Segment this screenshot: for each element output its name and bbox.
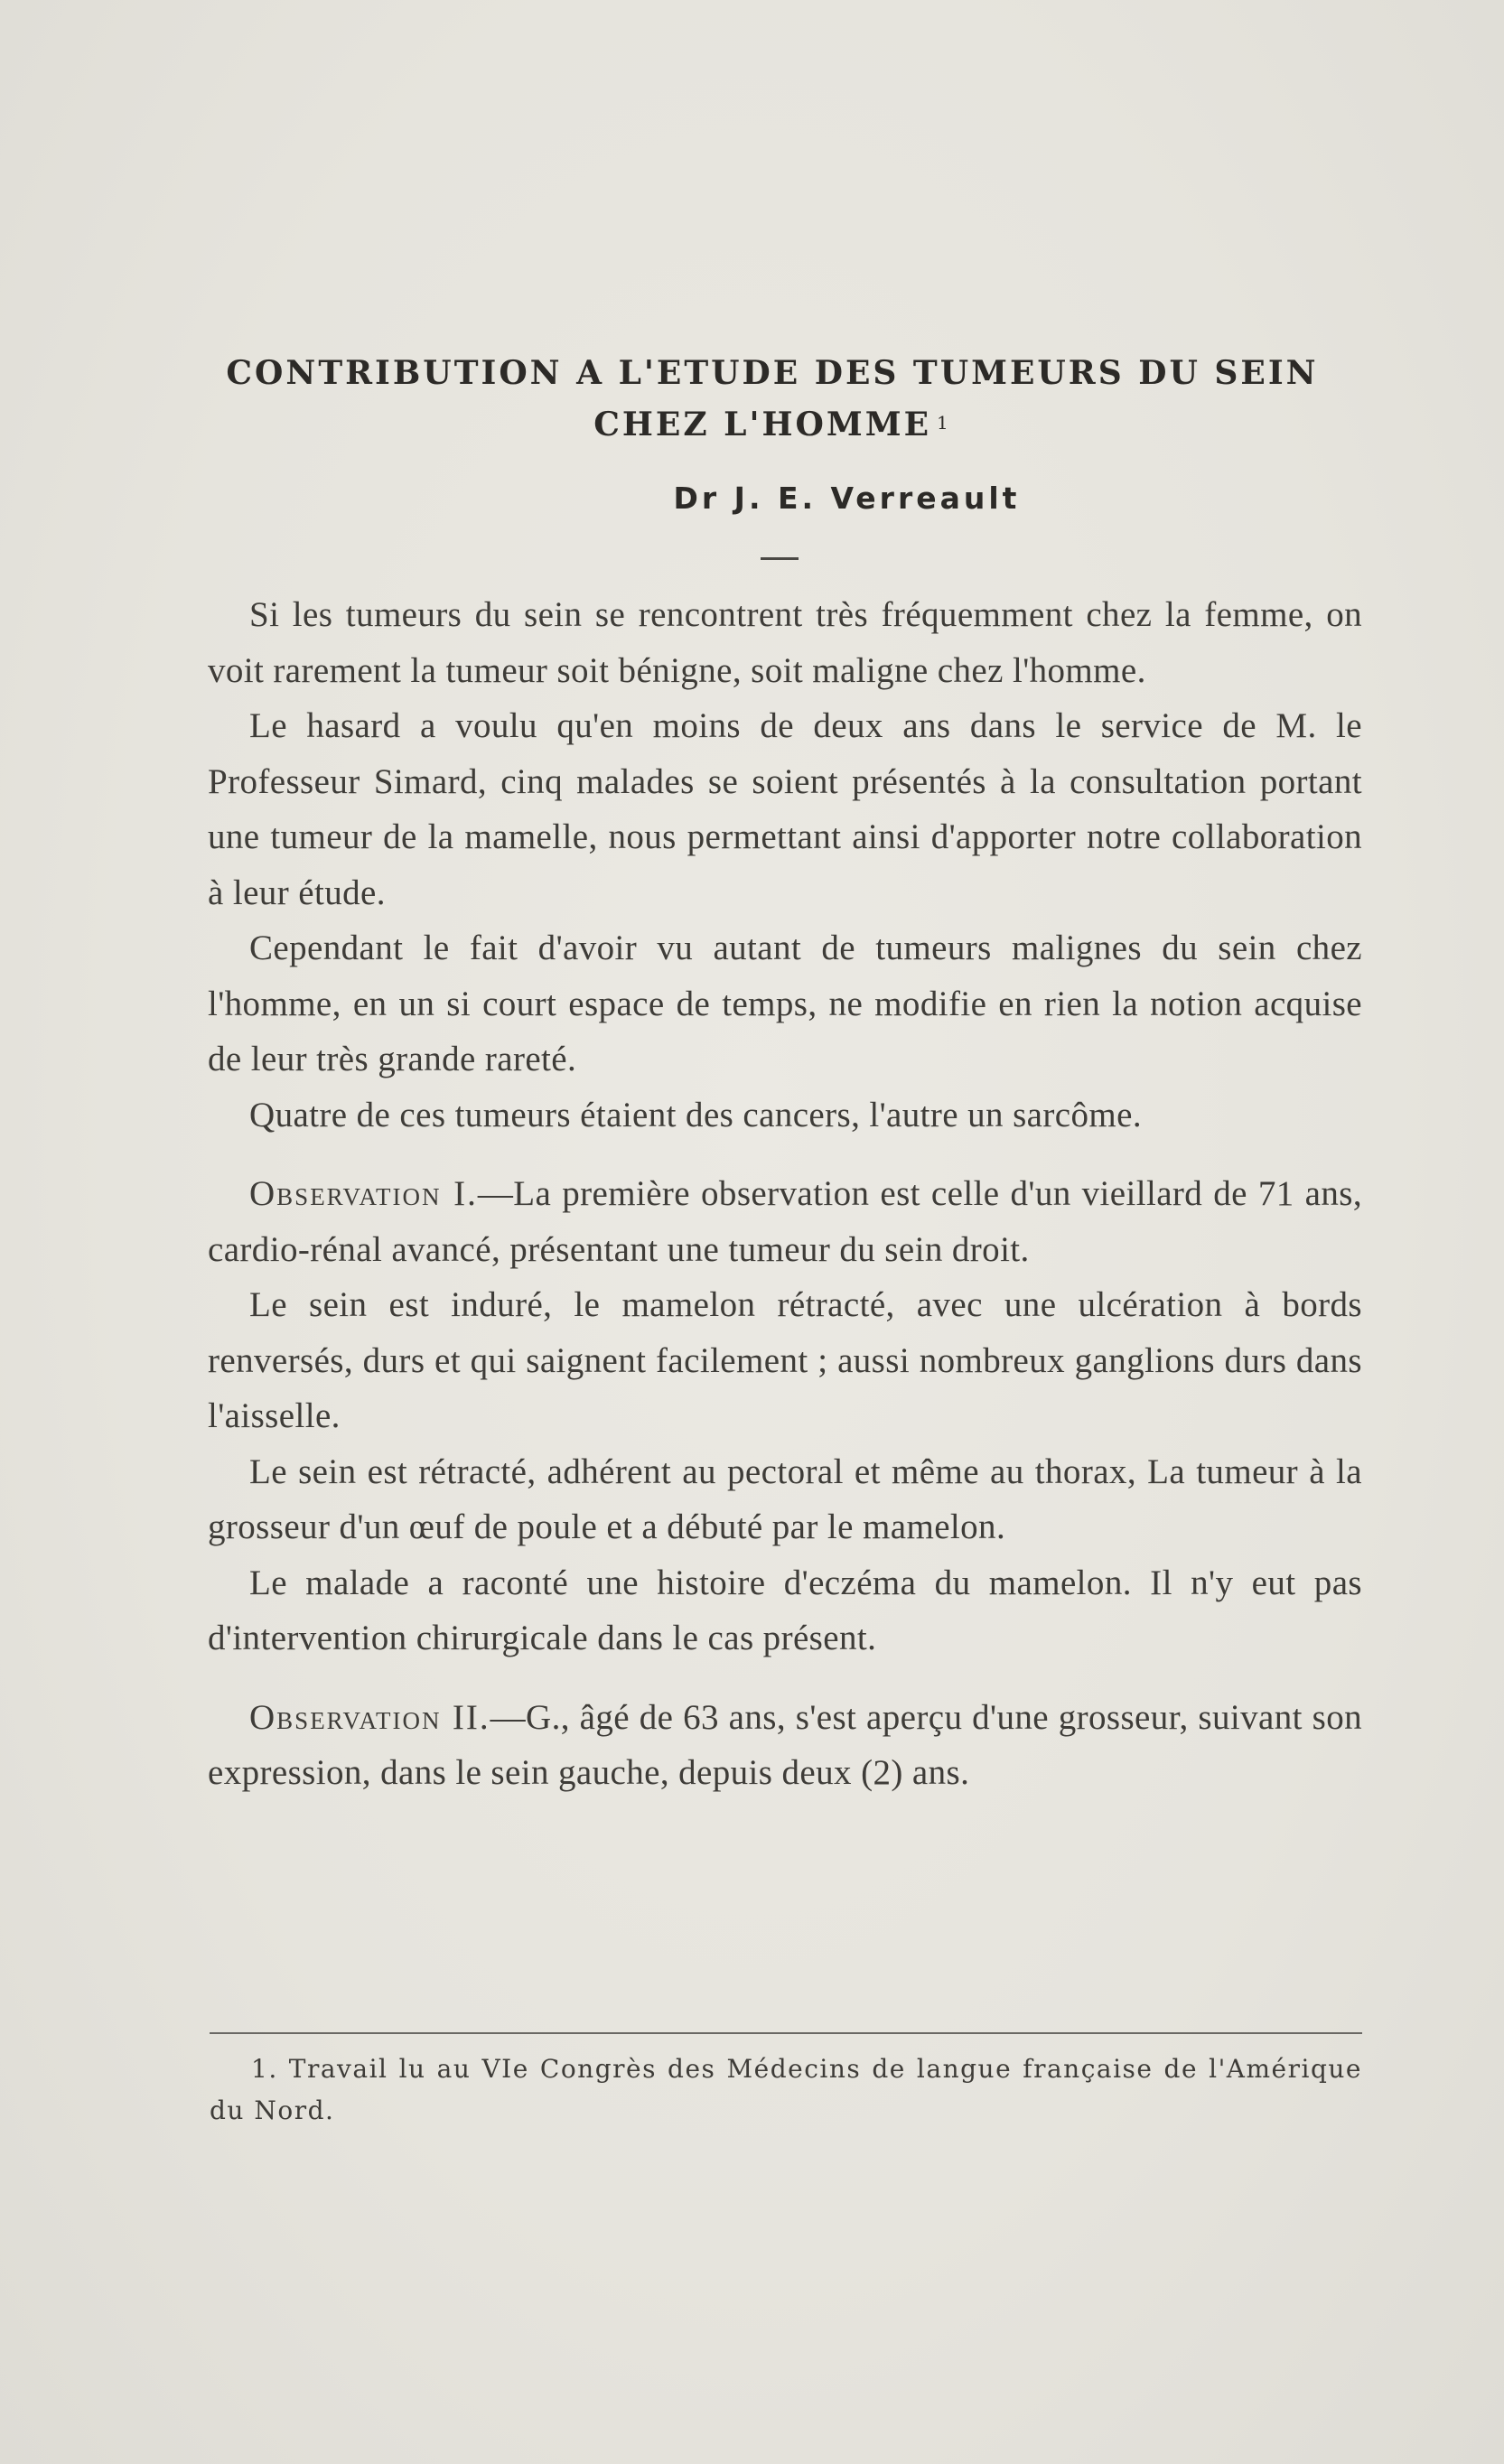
paragraph-observation-1 [208,1166,1362,1277]
article-title [185,348,1359,451]
title-divider [761,557,799,560]
paragraph-cependant: Cependant le fait d'avoir vu autant de tumeurs malignes du sein chez l'homme, en un si court espace de temps, ne modifie en rien la notion acquise de leur très grande rareté. [208,929,1362,1078]
title-line-2 [185,399,1359,451]
paragraph-malade: Le malade a raconté une histoire d'eczéma du mamelon. Il n'y eut pas d'intervention chirurgicale dans le cas présent. [208,1563,1362,1657]
paragraph-sein-indure: Le sein est induré, le mamelon rétracté, avec une ulcération à bords renversés, durs et qui saignent facilement ; aussi nombreux ganglions durs dans l'aisselle. [208,1285,1362,1435]
footnote: 1. Travail lu au VIe Congrès des Médecins de langue française de l'Amérique du Nord. [210,2054,1362,2125]
author-byline: Dr J. E. Verreault [673,481,1021,516]
paragraph-sein-retracte: Le sein est rétracté, adhérent au pectoral et même au thorax, La tumeur à la grosseur d'un œuf de poule et a débuté par le mamelon. [208,1451,1362,1546]
article-body [208,587,1362,1801]
paragraph-hasard: Le hasard a voulu qu'en moins de deux ans dans le service de M. le Professeur Simard, cinq malades se soient présentés à la consultation portant une tumeur de la mamelle, nous permettant ainsi d'apporter notre collaboration à leur étude. [208,706,1362,912]
title-line-1: CONTRIBUTION A L'ETUDE DES TUMEURS DU SEIN [226,354,1319,392]
title-line-2-text: CHEZ L'HOMME [593,406,932,443]
paragraph-quatre: Quatre de ces tumeurs étaient des cancers, l'autre un sarcôme. [249,1095,1142,1134]
observation-2-label: Observation II. [249,1697,490,1737]
footnote-divider [210,2032,1362,2034]
observation-1-text: —La première observation est celle d'un vieillard de 71 ans, cardio-rénal avancé, présentant une tumeur du sein droit. [208,1174,1362,1269]
observation-1-label: Observation I. [249,1174,478,1213]
observation-2-text: —G., âgé de 63 ans, s'est aperçu d'une grosseur, suivant son expression, dans le sein gauche, depuis deux (2) ans. [208,1697,1362,1792]
footnote-reference: 1 [937,412,951,434]
paragraph-intro: Si les tumeurs du sein se rencontrent très fréquemment chez la femme, on voit rarement la tumeur soit bénigne, soit maligne chez l'homme. [208,595,1362,690]
paragraph-observation-2 [208,1690,1362,1801]
